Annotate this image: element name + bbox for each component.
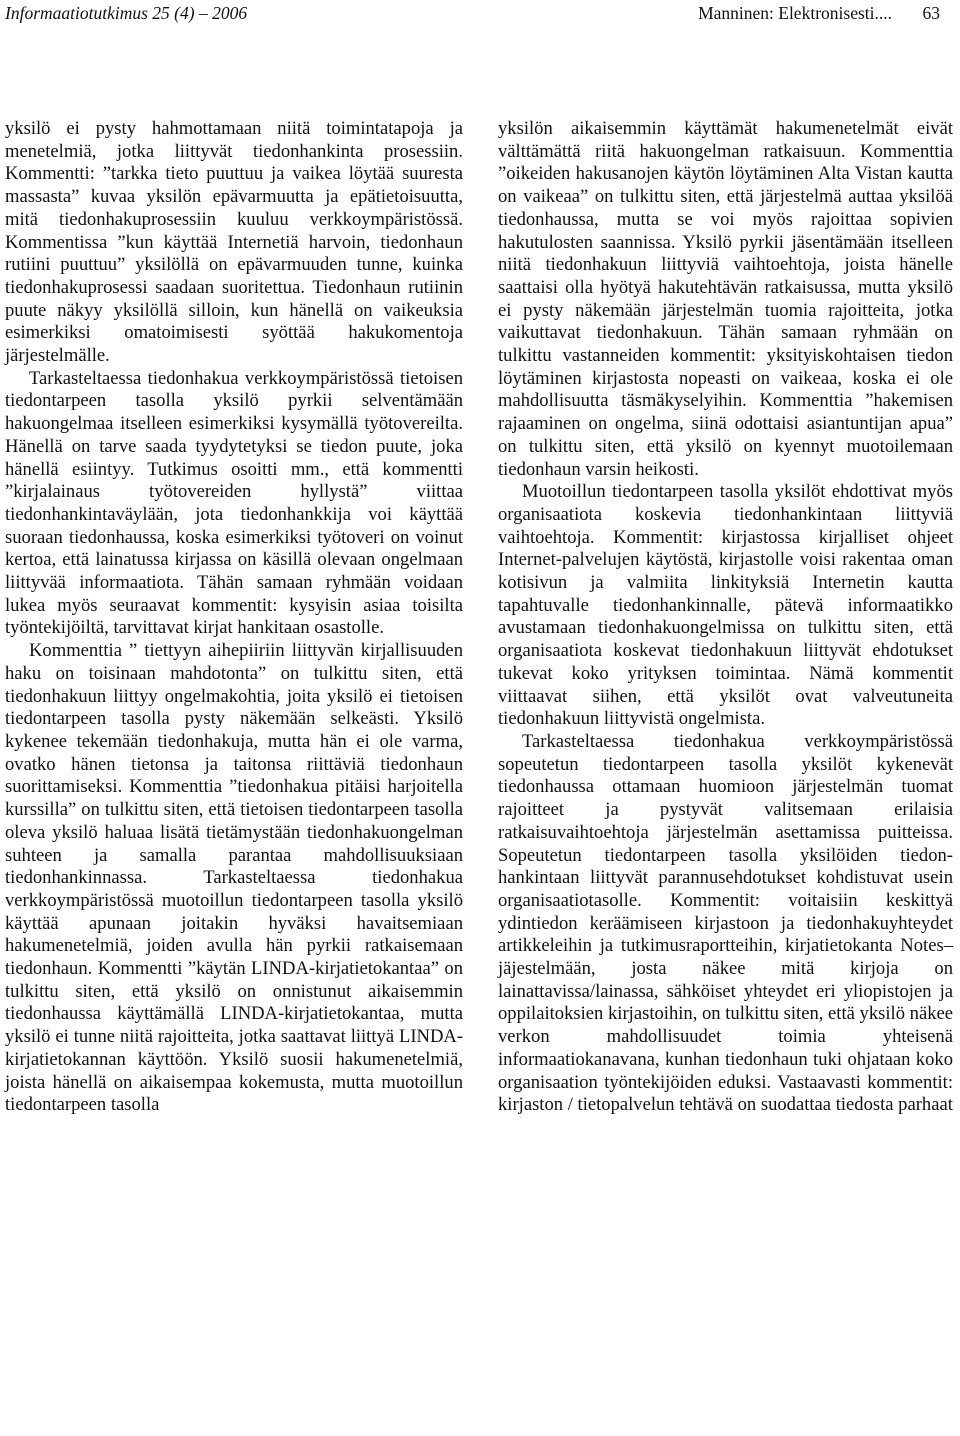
paragraph: yksilön aikaisemmin käyttämät hakumenetelmät eivät välttämättä riitä hakuongelman ratkaisuun. Kommenttia ”oikeiden hakusanojen käytön löytäminen Alta Vistan kautta on vaikeaa” on tulkittu siten, että järjestelmä auttaa yksilöä tiedonhaussa, mutta se voi myös rajoittaa sopivien hakutulosten saannissa. Yksilö pyrkii jäsentämään itselleen niitä tiedonhakuun liittyviä vaihtoehtoja, joista hänelle saattaisi olla hyötyä hakutehtävän ratkaisussa, mutta yksilö ei pysty näkemään järjestelmän tuomia rajoitteita, jotka vaikuttavat tiedonhakuun. Tähän samaan ryhmään on tulkittu vastanneiden kommentit: yksityiskohtaisen tiedon löytäminen kirjastosta nopeasti on vaikeaa, koska ei ole mahdollisuutta täsmäkyselyihin. Kommenttia ”hakemisen rajaaminen on ongelma, siinä odottaisi asiantuntijan apua” on tulkittu siten, että yksilö on kyennyt muotoilemaan tiedonhaun varsin heikosti. <box>498 118 953 480</box>
page-number: 63 <box>922 3 940 23</box>
paragraph: Muotoillun tiedontarpeen tasolla yksilöt ehdottivat myös organisaatiota koskevia tiedonhankintaan liittyviä vaihtoehtoja. Kommentit: kirjastossa kirjalliset ohjeet Internet-palvelujen käytöstä, kirjastolle voisi rakentaa oman kotisivun ja valmiita linkityksiä Internetin kautta tapahtuvalle tiedonhankinnalle, pätevä informaatikko avustamaan tiedonhakuongelmissa on tulkittu siten, että organisaatiota koskevat tiedonhakuun liittyvät ehdotukset tukevat koko yrityksen toimintaa. Nämä kommentit viittaavat siihen, että yksilöt ovat valveutuneita tiedonhakuun liittyvistä ongelmista. <box>498 481 953 730</box>
running-title: Manninen: Elektronisesti.... <box>698 3 892 23</box>
paragraph: Tarkasteltaessa tiedonhakua verkkoympäristössä sopeutetun tiedontarpeen tasolla yksilöt kykenevät tiedonhaussa ottamaan huomioon järjestelmän tuomat rajoitteet ja pystyvät valitsemaan erilaisia ratkaisuvaihtoehtoja järjestelmän asettamissa puitteissa. Sopeutetun tiedontarpeen tasolla yksilöiden tiedonhankintaan liittyvät parannusehdotukset kohdistuvat usein organisaatiotasolle. Kommentit: voitaisiin keskittyä ydintiedon keräämiseen kirjastoon ja tiedonhakuyhteydet artikkeleihin ja tutkimusraportteihin, kirjatietokanta Notes–jäjestelmään, josta näkee mitä kirjoja on lainattavissa/lainassa, sähköiset yhteydet eri yliopistojen ja oppilaitoksien kirjastoihin, on tulkittu siten, että yksilö näkee verkon mahdollisuudet toimia yhteisenä informaatiokanavana, kunhan tiedonhaun tuki ohjataan koko organisaation työntekijöiden eduksi. Vastaavasti kommentit: kirjaston / tietopalvelun tehtävä on suodattaa tiedosta parhaat <box>498 730 953 1116</box>
running-header <box>5 0 940 26</box>
paragraph: yksilö ei pysty hahmottamaan niitä toimintatapoja ja menetelmiä, jotka liittyvät tiedonhankinta prosessiin. Kommentti: ”tarkka tieto puuttuu ja vaikea löytää suuresta massasta” kuvaa yksilön epävarmuutta ja epätietoisuutta, mitä tiedonhakuprosessiin kuuluu verkkoympäristössä. Kommentissa ”kun käyttää Internetiä harvoin, tiedonhaun rutiini puuttuu” yksilöllä on epävarmuuden tunne, kuinka tiedonhakuprosessi saadaan suoritettua. Tiedonhaun rutiinin puute näkyy yksilöllä silloin, kun hänellä on vaikeuksia esimerkiksi omatoimisesti syöttää hakukomentoja järjestelmälle. <box>5 118 463 367</box>
journal-citation: Informaatiotutkimus 25 (4) – 2006 <box>5 3 248 23</box>
paragraph: Kommenttia ” tiettyyn aihepiiriin liittyvän kirjallisuuden haku on toisinaan mahdotonta” on tulkittu siten, että tiedonhakuun liittyy ongelmakohtia, joita yksilö ei tietoisen tiedontarpeen tasolla pysty näkemään selkeästi. Yksilö kykenee tekemään tiedonhakuja, mutta hän ei ole varma, ovatko hänen tietonsa ja taitonsa riittäviä tiedonhaun suorittamiseksi. Kommenttia ”tiedonhakua pitäisi harjoitella kurssilla” on tulkittu siten, että tietoisen tiedontarpeen tasolla oleva yksilö haluaa lisätä tietämystään tiedonhakuongelman suhteen ja samalla parantaa mahdollisuuksiaan tiedonhankinnassa. Tarkasteltaessa tiedonhakua verkkoympäristössä muotoillun tiedontarpeen tasolla yksilö käyttää apunaan joitakin hyväksi havaitsemiaan hakumenetelmiä, joiden avulla hän pyrkii ratkaisemaan tiedonhaun. Kommentti ”käytän LINDA-kirjatietokantaa” on tulkittu siten, että yksilö on onnistunut aikaisemmin tiedonhaussa käyttämällä LINDA-kirjatietokantaa, mutta yksilö ei tunne niitä rajoitteita, jotka saattavat liittyä LINDA-kirjatietokannan käyttöön. Yksilö suosii hakumenetelmiä, joista hänellä on aikaisempaa kokemusta, mutta muotoillun tiedontarpeen tasolla <box>5 640 463 1116</box>
right-column <box>498 118 953 1117</box>
left-column <box>5 118 463 1117</box>
paragraph: Tarkasteltaessa tiedonhakua verkkoympäristössä tietoisen tiedontarpeen tasolla yksilö pyrkii selventämään hakuongelmaa itselleen esimerkiksi kysymällä työtovereilta. Hänellä on tarve saada tyydytetyksi se tiedon puute, joka hänellä esiintyy. Tutkimus osoitti mm., että kommentti ”kirjalainaus työtovereiden hyllystä” viittaa tiedonhankintaväylään, jota tiedonhankkija voi käyttää suoraan tiedonhaussa, koska esimerkiksi työtoveri on voinut kertoa, että lainatussa kirjassa on käsillä olevaan ongelmaan liittyvää informaatiota. Tähän samaan ryhmään voidaan lukea myös seuraavat kommentit: kysyisin asiaa toisilta työntekijöiltä, tarvittavat kirjat hankitaan osastolle. <box>5 367 463 639</box>
